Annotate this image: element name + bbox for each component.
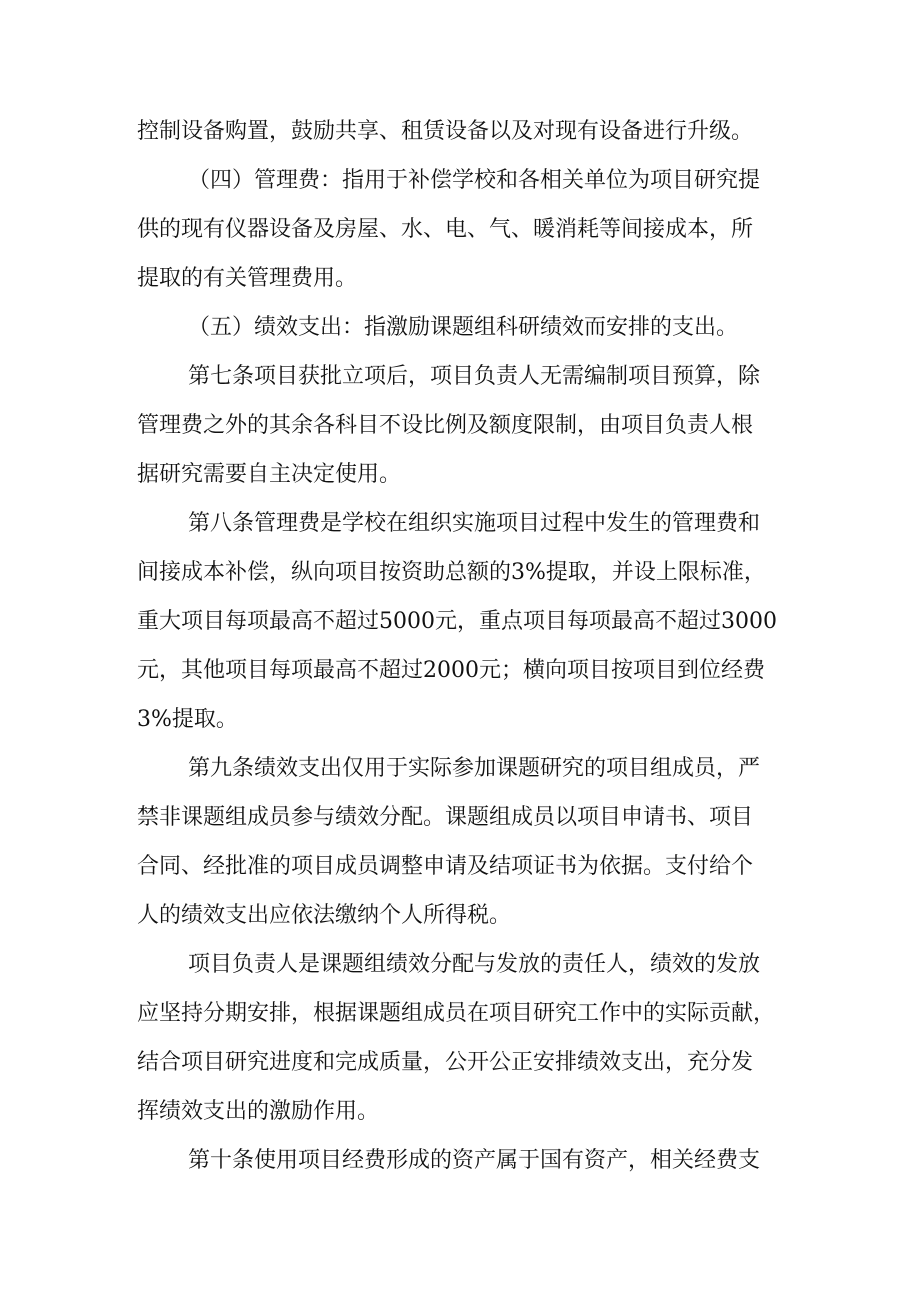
- text-line: 第八条管理费是学校在组织实施项目过程中发生的管理费和: [188, 511, 761, 536]
- text-line: 人的绩效支出应依法缴纳个人所得税。: [137, 903, 512, 928]
- text-line: 供的现有仪器设备及房屋、水、电、气、暖消耗等间接成本，所: [137, 217, 754, 242]
- text-line: 管理费之外的其余各科目不设比例及额度限制，由项目负责人根: [137, 413, 754, 438]
- text-line: 第七条项目获批立项后，项目负责人无需编制项目预算，除: [188, 364, 761, 389]
- text-line: 间接成本补偿，纵向项目按资助总额的3%提取，并设上限标准，: [137, 560, 766, 585]
- text-line: 元，其他项目每项最高不超过2000元；横向项目按项目到位经费: [137, 658, 765, 683]
- text-line: 项目负责人是课题组绩效分配与发放的责任人，绩效的发放: [188, 952, 761, 977]
- text-line: 合同、经批准的项目成员调整申请及结项证书为依据。支付给个: [137, 854, 754, 879]
- text-line: 禁非课题组成员参与绩效分配。课题组成员以项目申请书、项目: [137, 805, 754, 830]
- text-line: 重大项目每项最高不超过5000元，重点项目每项最高不超过3000: [137, 609, 777, 634]
- text-line: 第九条绩效支出仅用于实际参加课题研究的项目组成员，严: [188, 756, 761, 781]
- text-line: 控制设备购置，鼓励共享、租赁设备以及对现有设备进行升级。: [137, 119, 754, 144]
- text-line: 结合项目研究进度和完成质量，公开公正安排绩效支出，充分发: [137, 1050, 754, 1075]
- text-line: 挥绩效支出的激励作用。: [137, 1099, 380, 1124]
- text-line: 3%提取。: [137, 707, 238, 732]
- text-line: 应坚持分期安排，根据课题组成员在项目研究工作中的实际贡献，: [137, 1001, 776, 1026]
- text-line: （五）绩效支出：指激励课题组科研绩效而安排的支出。: [188, 315, 739, 340]
- text-line: 第十条使用项目经费形成的资产属于国有资产，相关经费支: [188, 1148, 761, 1173]
- text-line: 提取的有关管理费用。: [137, 266, 358, 291]
- text-line: （四）管理费：指用于补偿学校和各相关单位为项目研究提: [188, 168, 761, 193]
- text-line: 据研究需要自主决定使用。: [137, 462, 402, 487]
